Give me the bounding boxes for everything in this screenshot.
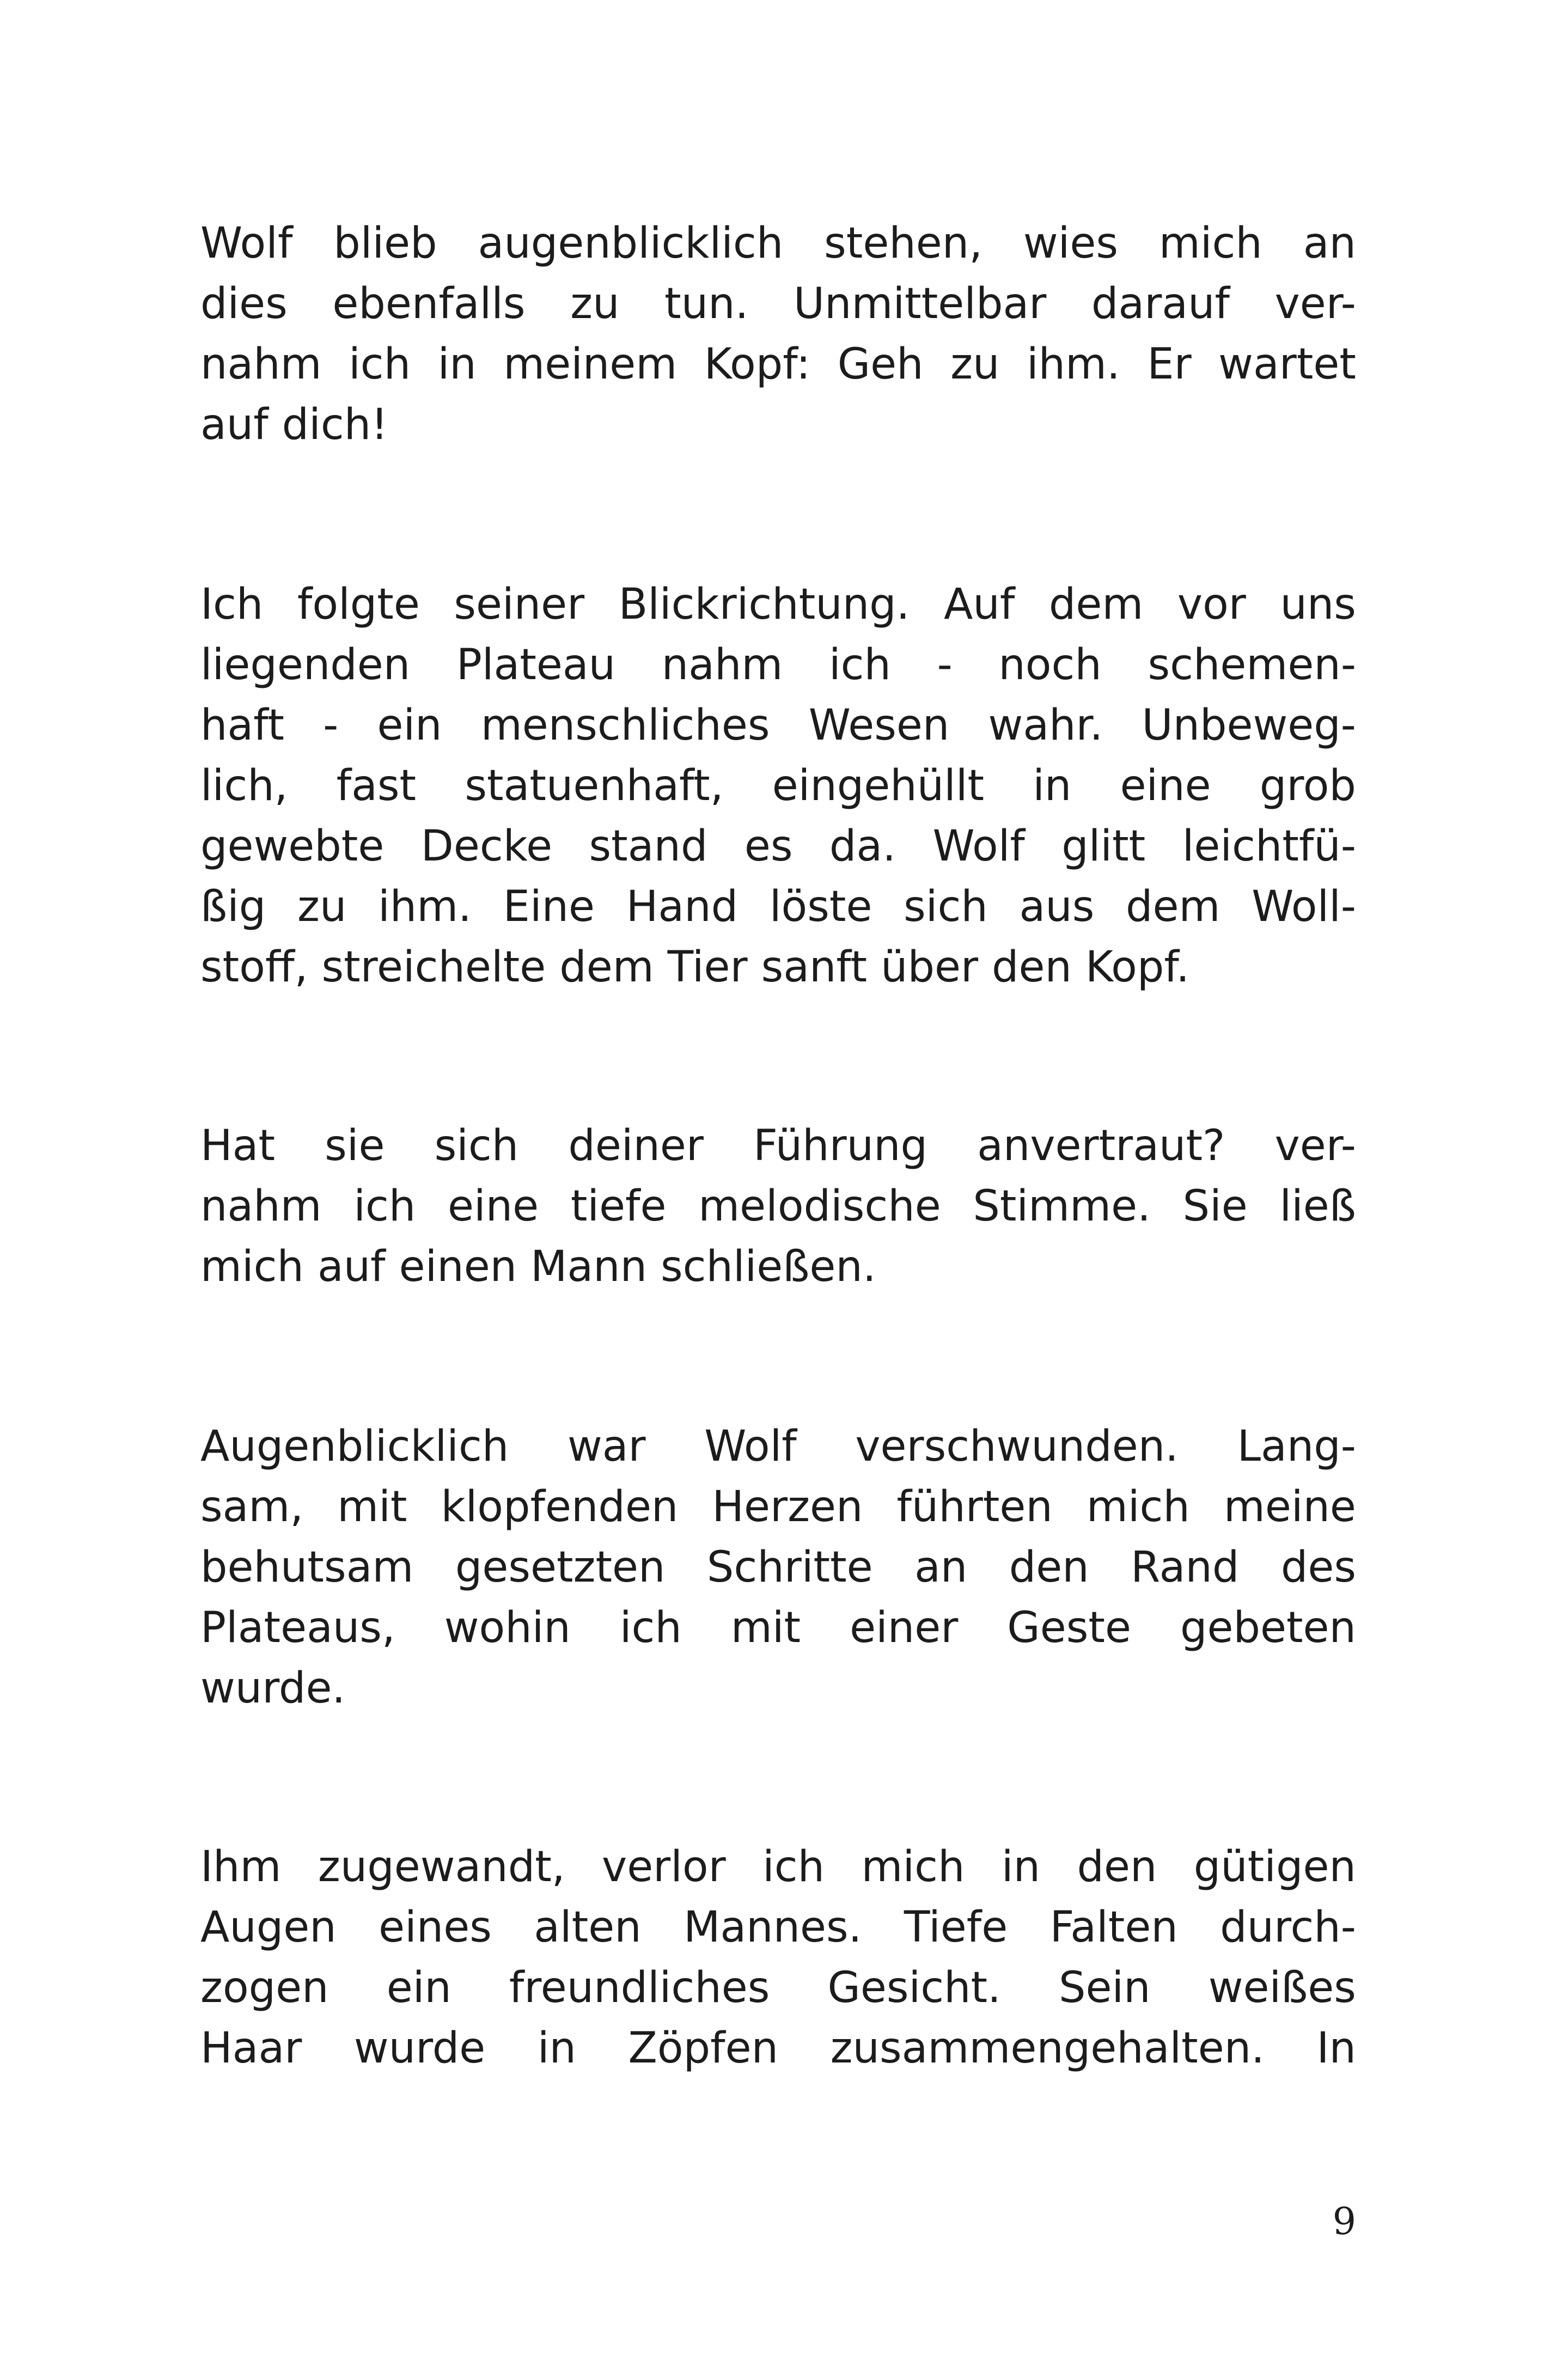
text-line: wurde. (200, 1664, 346, 1713)
text-line: gewebte Decke stand es da. Wolf glitt leichtfü- (200, 822, 1356, 871)
text-line: liegenden Plateau nahm ich - noch schemen- (200, 640, 1356, 689)
text-line: Ich folgte seiner Blickrichtung. Auf dem vor uns (200, 580, 1356, 629)
text-line: ßig zu ihm. Eine Hand löste sich aus dem Woll- (200, 882, 1356, 931)
text-line: sam, mit klopfenden Herzen führten mich meine (200, 1482, 1356, 1531)
text-line: Augen eines alten Mannes. Tiefe Falten durch- (200, 1903, 1356, 1952)
paragraph-5 (200, 1837, 1356, 2079)
text-line: Haar wurde in Zöpfen zusammengehalten. In (200, 2024, 1356, 2073)
paragraph-3 (200, 1116, 1356, 1297)
paragraph-4 (200, 1417, 1356, 1719)
paragraph-1 (200, 213, 1356, 455)
page-number: 9 (1332, 2200, 1356, 2243)
text-line: zogen ein freundliches Gesicht. Sein weißes (200, 1963, 1356, 2012)
text-line: mich auf einen Mann schließen. (200, 1242, 876, 1291)
text-line: nahm ich in meinem Kopf: Geh zu ihm. Er wartet (200, 340, 1356, 389)
text-line: lich, fast statuenhaft, eingehüllt in eine grob (200, 761, 1356, 810)
text-line: nahm ich eine tiefe melodische Stimme. Sie ließ (200, 1182, 1356, 1231)
text-line: auf dich! (200, 400, 388, 449)
text-line: Augenblicklich war Wolf verschwunden. Lang- (200, 1422, 1356, 1471)
text-line: behutsam gesetzten Schritte an den Rand des (200, 1543, 1356, 1592)
text-line: Hat sie sich deiner Führung anvertraut? ver- (200, 1121, 1356, 1170)
text-line: haft - ein menschliches Wesen wahr. Unbeweg- (200, 701, 1356, 750)
text-line: Plateaus, wohin ich mit einer Geste gebeten (200, 1603, 1356, 1652)
text-line: dies ebenfalls zu tun. Unmittelbar darauf ver- (200, 279, 1356, 328)
paragraph-2 (200, 575, 1356, 998)
text-line: Wolf blieb augenblicklich stehen, wies mich an (200, 219, 1356, 268)
text-line: Ihm zugewandt, verlor ich mich in den gütigen (200, 1842, 1356, 1891)
text-line: stoff, streichelte dem Tier sanft über den Kopf. (200, 943, 1189, 992)
